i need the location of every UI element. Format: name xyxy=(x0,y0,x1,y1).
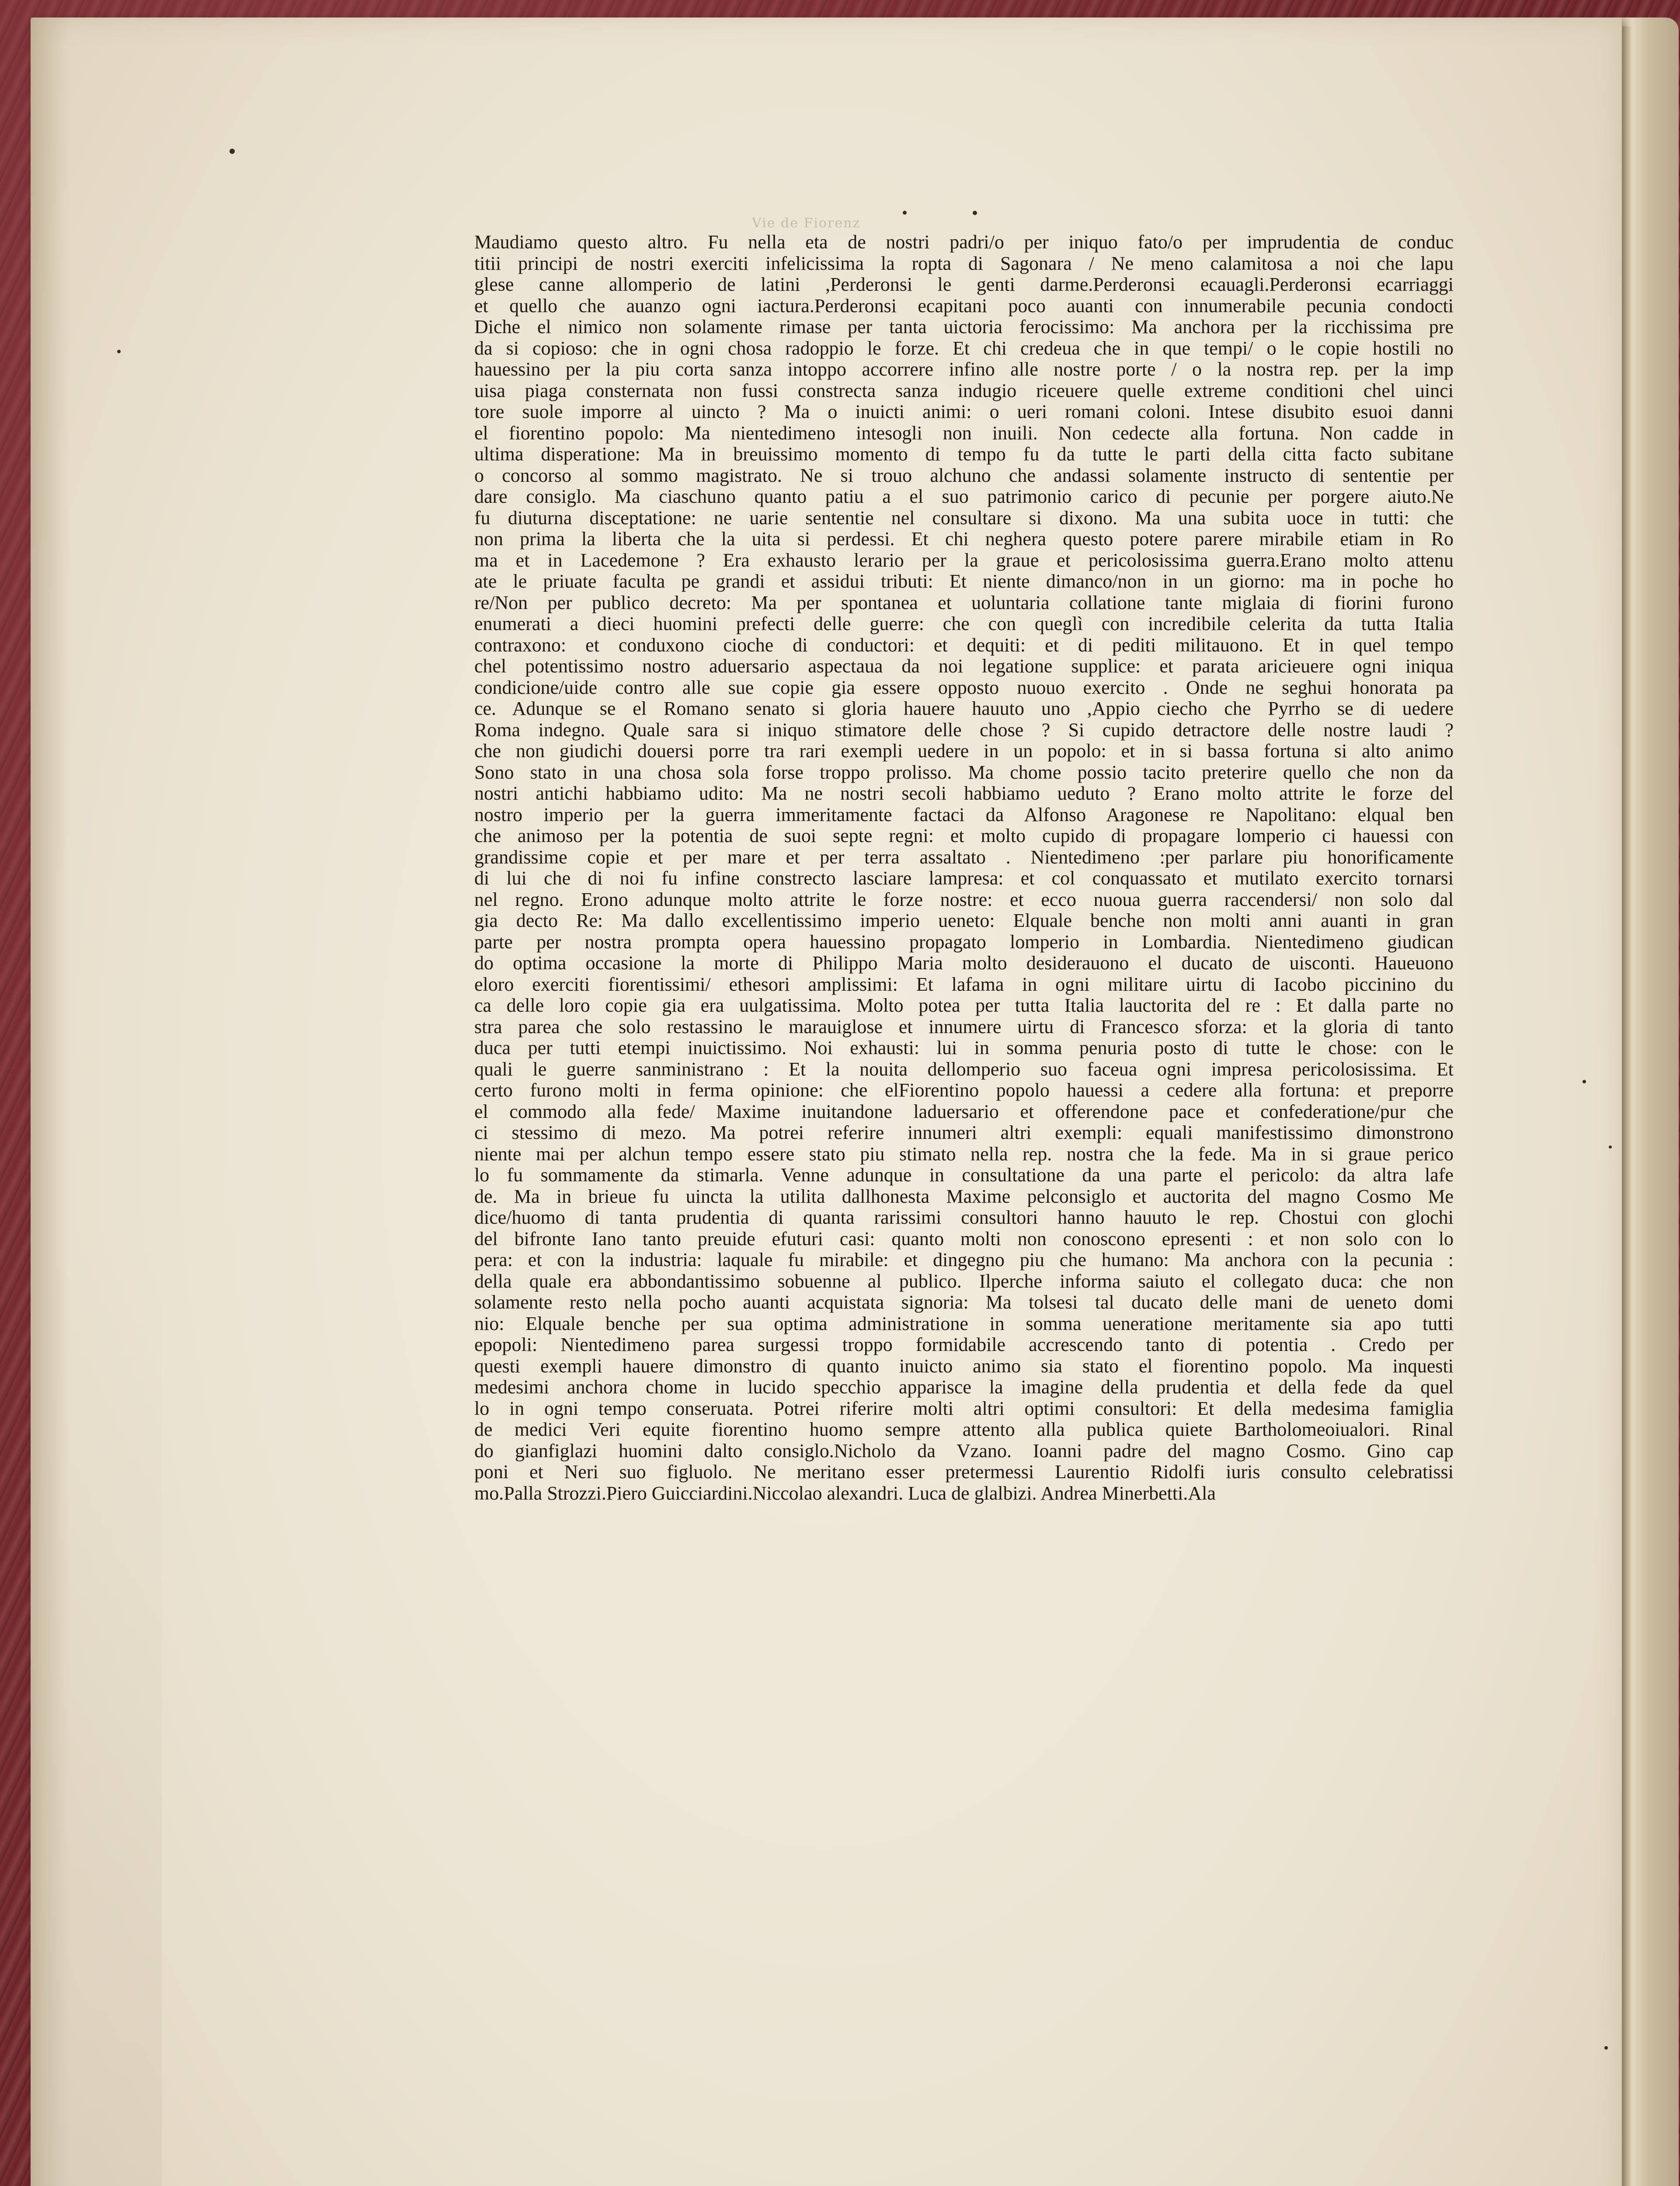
text-line: ma et in Lacedemone ? Era exhausto lerario per la graue et pericolosissima guerra.Erano molto attenu xyxy=(474,550,1454,571)
text-line: Maudiamo questo altro. Fu nella eta de nostri padri/o per iniquo fato/o per imprudentia de conduc xyxy=(474,232,1454,253)
text-line: grandissime copie et per mare et per terra assaltato . Nientedimeno :per parlare piu honorificamente xyxy=(474,846,1454,868)
text-line: do optima occasione la morte di Philippo Maria molto desiderauono el ducato de uisconti. Haueuono xyxy=(474,953,1454,974)
text-line: enumerati a dieci huomini prefecti delle guerre: che con queglì con incredibile celerita da tutta Italia xyxy=(474,613,1454,634)
text-line: titii principi de nostri exerciti infelicissima la ropta di Sagonara / Ne meno calamitosa a noi che lapu xyxy=(474,253,1454,274)
text-line: ultima disperatione: Ma in breuissimo momento di tempo fu da tutte le parti della citta facto subitane xyxy=(474,444,1454,465)
text-line: nostro imperio per la guerra immeritamente factaci da Alfonso Aragonese re Napolitano: elqual ben xyxy=(474,804,1454,825)
text-line: ci stessimo di mezo. Ma potrei referire innumeri altri exempli: equali manifestissimo dimonstrono xyxy=(474,1122,1454,1143)
text-line: chel potentissimo nostro aduersario aspectaua da noi legatione supplice: et parata aricieuere ogni iniqua xyxy=(474,656,1454,677)
text-line: Sono stato in una chosa sola forse troppo prolisso. Ma chome possio tacito preterire quello che non da xyxy=(474,762,1454,783)
text-line: mo.Palla Strozzi.Piero Guicciardini.Niccolao alexandri. Luca de glalbizi. Andrea Minerbetti.Ala xyxy=(474,1483,1216,1504)
text-line: nel regno. Erono adunque molto attrite le forze nostre: et ecco nuoua guerra raccendersi/ non solo dal xyxy=(474,889,1454,910)
text-line: niente mai per alchun tempo essere stato piu stimato nella rep. nostra che la fede. Ma in si graue perico xyxy=(474,1143,1454,1165)
text-line: do gianfiglazi huomini dalto consiglo.Nicholo da Vzano. Ioanni padre del magno Cosmo. Gino cap xyxy=(474,1440,1454,1462)
ink-speck xyxy=(1609,1145,1612,1149)
ink-speck xyxy=(903,211,907,215)
text-line: lo in ogni tempo conseruata. Potrei riferire molti altri optimi consultori: Et della medesima famiglia xyxy=(474,1398,1454,1419)
ink-speck xyxy=(117,350,121,353)
text-line: duca per tutti etempi inuictissimo. Noi exhausti: lui in somma penuria posto di tutte le chose: con le xyxy=(474,1037,1454,1058)
text-line: ce. Adunque se el Romano senato si gloria hauere hauuto uno ,Appio ciecho che Pyrrho se di uedere xyxy=(474,698,1454,719)
text-line: ca delle loro copie gia era uulgatissima. Molto potea per tutta Italia lauctorita del re : Et dalla parte no xyxy=(474,995,1454,1016)
text-line: stra parea che solo restassino le marauiglose et innumere uirtu di Francesco sforza: et la gloria di tanto xyxy=(474,1016,1454,1037)
text-line: che non giudichi douersi porre tra rari exempli uedere in un popolo: et in si bassa fortuna si alto animo xyxy=(474,741,1454,762)
text-line: uisa piaga consternata non fussi constrecta sanza indugio riceuere quelle extreme conditioni chel uinci xyxy=(474,380,1454,401)
text-line: dice/huomo di tanta prudentia di quanta rarissimi consultori hanno hauuto le rep. Chostui con glochi xyxy=(474,1207,1454,1228)
text-line: pera: et con la industria: laquale fu mirabile: et dingegno piu che humano: Ma anchora con la pecunia : xyxy=(474,1250,1454,1271)
text-line: hauessino per la piu corta sanza intoppo accorrere infino alle nostre porte / o la nostra rep. per la imp xyxy=(474,359,1454,380)
ink-speck xyxy=(230,149,235,154)
text-line: contraxono: et conduxono cioche di conductori: et dequiti: et di pediti militauono. Et in quel tempo xyxy=(474,634,1454,656)
text-line: glese canne allomperio de latini ,Perderonsi le genti darme.Perderonsi ecauagli.Perderonsi ecarriaggi xyxy=(474,274,1454,295)
text-line: et quello che auanzo ogni iactura.Perderonsi ecapitani poco auanti con innumerabile pecunia condocti xyxy=(474,295,1454,317)
text-line: dare consiglo. Ma ciaschuno quanto patiu a el suo patrimonio carico di pecunie per porgere aiuto.Ne xyxy=(474,486,1454,507)
text-line: solamente resto nella pocho auanti acquistata signoria: Ma tolsesi tal ducato delle mani de ueneto domi xyxy=(474,1292,1454,1313)
text-line: condicione/uide contro alle sue copie gia essere opposto nuouo exercito . Onde ne seghui honorata pa xyxy=(474,677,1454,698)
text-line: parte per nostra prompta opera hauessino propagato lomperio in Lombardia. Nientedimeno giudican xyxy=(474,931,1454,953)
text-line: gia decto Re: Ma dallo excellentissimo imperio ueneto: Elquale benche non molti anni auanti in gran xyxy=(474,910,1454,931)
text-line: tore suole imporre al uincto ? Ma o inuicti animi: o ueri romani coloni. Intese disubito esuoi danni xyxy=(474,401,1454,422)
text-line: di lui che di noi fu infine constrecto lasciare lampresa: et col conquassato et mutilato exercito tornarsi xyxy=(474,868,1454,889)
text-line: medesimi anchora chome in lucido specchio apparisce la imagine della prudentia et della fede da quel xyxy=(474,1377,1454,1398)
text-line: poni et Neri suo figluolo. Ne meritano esser pretermessi Laurentio Ridolfi iuris consulto celebratissi xyxy=(474,1462,1454,1483)
text-line: el fiorentino popolo: Ma nientedimeno intesogli non inuili. Non cedecte alla fortuna. Non cadde in xyxy=(474,422,1454,444)
text-line: Roma indegno. Quale sara si iniquo stimatore delle chose ? Si cupido detractore delle nostre laudi ? xyxy=(474,719,1454,741)
text-line: nio: Elquale benche per sua optima administratione in somma ueneratione meritamente sia apo tutti xyxy=(474,1313,1454,1334)
text-line: questi exempli hauere dimonstro di quanto inuicto animo sia stato el fiorentino popolo. Ma inquesti xyxy=(474,1355,1454,1377)
text-line: che animoso per la potentia de suoi septe regni: et molto cupido di propagare lomperio ci hauessi con xyxy=(474,825,1454,846)
text-line: Diche el nimico non solamente rimase per tanta uictoria ferocissimo: Ma anchora per la ricchissima pre xyxy=(474,317,1454,338)
text-line: de. Ma in brieue fu uincta la utilita dallhonesta Maxime pelconsiglo et auctorita del magno Cosmo Me xyxy=(474,1186,1454,1207)
text-line: della quale era abbondantissimo sobuenne al publico. Ilperche informa saiuto el collegato duca: che non xyxy=(474,1271,1454,1292)
text-line: del bifronte Iano tanto preuide efuturi casi: quanto molti non conoscono epresenti : et non solo con lo xyxy=(474,1228,1454,1250)
text-line: lo fu sommamente da stimarla. Venne adunque in consultatione da una parte el pericolo: da altra lafe xyxy=(474,1165,1454,1186)
text-line: o concorso al sommo magistrato. Ne si trouo alchuno che andassi solamente instructo di sententie per xyxy=(474,465,1454,486)
text-line: de medici Veri equite fiorentino huomo sempre attento alla publica quiete Bartholomeoiualori. Rinal xyxy=(474,1419,1454,1440)
text-line: certo furono molti in ferma opinione: che elFiorentino popolo hauessi a cedere alla fortuna: et preporre xyxy=(474,1080,1454,1101)
text-line: ate le priuate faculta pe grandi et assidui tributi: Et niente dimanco/non in un giorno: ma in poche ho xyxy=(474,571,1454,592)
text-line: re/Non per publico decreto: Ma per spontanea et uoluntaria collatione tante miglaia di fiorini furono xyxy=(474,592,1454,613)
text-line: nostri antichi habbiamo udito: Ma ne nostri secoli habbiamo ueduto ? Erano molto attrite le forze del xyxy=(474,783,1454,804)
text-line: epopoli: Nientedimeno parea surgessi troppo formidabile accrescendo tanto di potentia . Credo per xyxy=(474,1334,1454,1355)
text-line: fu diuturna disceptatione: ne uarie sententie nel consultare si dixono. Ma una subita uoce in tutti: che xyxy=(474,507,1454,529)
show-through-mark: Vie de Fiorenz xyxy=(752,216,861,231)
text-line: da si copioso: che in ogni chosa radoppio le forze. Et chi credeua che in que tempi/ o le copie hostili no xyxy=(474,338,1454,359)
ink-speck xyxy=(973,211,977,215)
ink-speck xyxy=(1583,1080,1586,1083)
text-line: quali le guerre sanministrano : Et la nouita dellomperio suo faceua ogni impresa pericolosissima. Et xyxy=(474,1058,1454,1080)
ink-speck xyxy=(1604,2046,1608,2050)
text-line: non prima la liberta che la uita si perdessi. Et chi neghera questo potere parere mirabile etiam in Ro xyxy=(474,529,1454,550)
text-line: eloro exerciti fiorentissimi/ ethesori amplissimi: Et lafama in ogni militare uirtu di Iacobo piccinino du xyxy=(474,974,1454,995)
text-line: el commodo alla fede/ Maxime inuitandone laduersario et offerendone pace et confederatione/pur che xyxy=(474,1101,1454,1122)
printed-text-block xyxy=(474,232,1454,1504)
